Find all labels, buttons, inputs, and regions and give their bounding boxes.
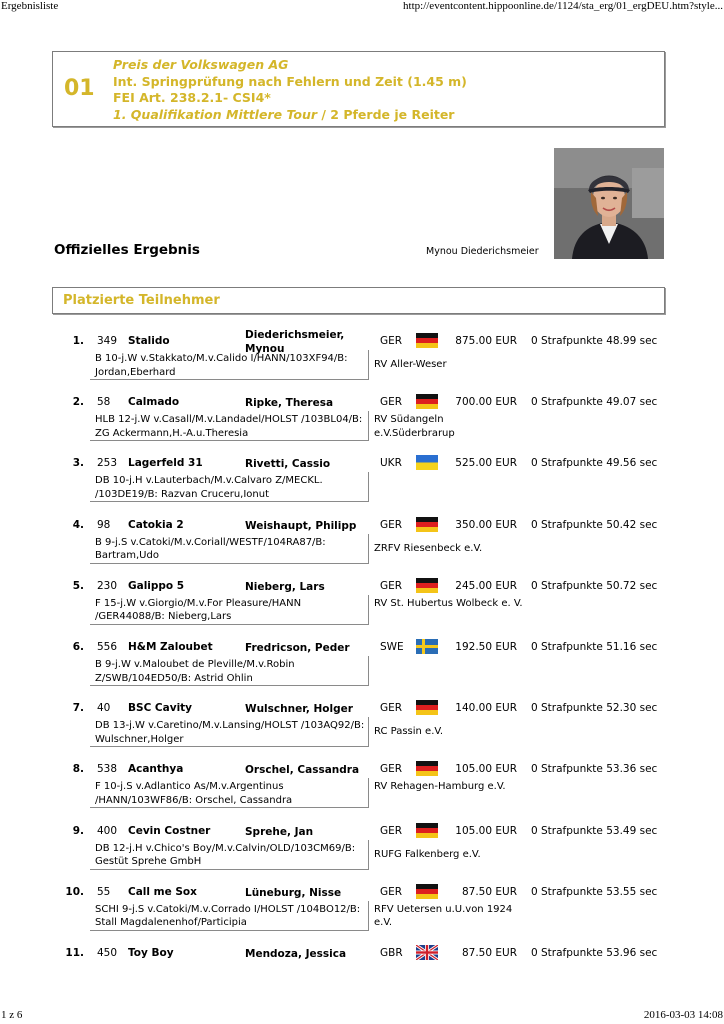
rank: 2. <box>72 396 84 409</box>
horse-details: HLB 12-j.W v.Casall/M.v.Landadel/HOLST /103BL04/B: ZG Ackermann,H.-A.u.Theresia <box>95 414 363 439</box>
prize-money: 105.00 EUR <box>455 763 517 776</box>
horse-details: B 9-j.S v.Catoki/M.v.Coriall/WESTF/104RA87/B: Bartram,Udo <box>95 536 326 562</box>
horse-details: SCHI 9-j.S v.Catoki/M.v.Corrado I/HOLST /104BO12/B: Stall Magdalenenhof/Participia <box>95 903 361 929</box>
horse-name: Stalido <box>128 335 170 347</box>
horse-name: Lagerfeld 31 <box>128 457 203 470</box>
result-score: 0 Strafpunkte 51.16 sec <box>531 641 658 653</box>
rank: 1. <box>72 335 84 347</box>
de-flag-icon <box>416 394 438 409</box>
rank: 8. <box>72 763 84 776</box>
result-row <box>0 322 724 380</box>
result-heading: Offizielles Ergebnis <box>54 242 200 258</box>
result-row <box>0 383 724 441</box>
competition-number: 01 <box>64 76 95 101</box>
club-name: RFV Uetersen u.U.von 1924 e.V. <box>374 903 513 929</box>
horse-name: Acanthya <box>128 763 184 776</box>
horse-details-box <box>90 472 369 502</box>
page-indicator: 1 z 6 <box>1 1009 23 1021</box>
section-title: Platzierte Teilnehmer <box>63 293 220 308</box>
result-row <box>0 628 724 686</box>
rank: 9. <box>72 824 84 837</box>
rank: 7. <box>72 702 84 715</box>
rank: 4. <box>72 518 84 531</box>
nation-code: GER <box>380 885 403 898</box>
prize-money: 192.50 EUR <box>455 641 517 653</box>
horse-name: Cevin Costner <box>128 824 211 837</box>
competition-tour-note: / 2 Pferde je Reiter <box>317 106 455 122</box>
start-number: 230 <box>97 579 118 592</box>
result-row <box>0 444 724 502</box>
nation-code: GER <box>380 396 403 409</box>
prize-money: 875.00 EUR <box>455 335 517 347</box>
horse-details-box <box>90 840 369 870</box>
rider-name: Ripke, Theresa <box>245 397 334 410</box>
print-url[interactable]: http://eventcontent.hippoonline.de/1124/sta_erg/01_ergDEU.htm?style... <box>403 0 723 12</box>
club-name: RV Aller-Weser <box>374 359 447 370</box>
de-flag-icon <box>416 578 438 593</box>
horse-name: BSC Cavity <box>128 702 193 715</box>
prize-money: 87.50 EUR <box>461 947 517 959</box>
horse-details: DB 10-j.H v.Lauterbach/M.v.Calvaro Z/MECKL. /103DE19/B: Razvan Cruceru,Ionut <box>95 475 323 500</box>
result-row <box>0 506 724 564</box>
result-score: 0 Strafpunkte 48.99 sec <box>531 335 658 347</box>
nation-code: GER <box>380 579 403 592</box>
rider-name: Weishaupt, Philipp <box>245 519 357 532</box>
prize-money: 87.50 EUR <box>461 885 517 898</box>
print-timestamp: 2016-03-03 14:08 <box>643 1009 723 1021</box>
start-number: 55 <box>97 885 111 898</box>
result-row <box>0 812 724 870</box>
horse-details: DB 13-j.W v.Caretino/M.v.Lansing/HOLST /103AQ92/B: Wulschner,Holger <box>95 720 365 745</box>
start-number: 538 <box>97 763 118 776</box>
horse-name: H&M Zaloubet <box>128 641 213 653</box>
horse-details-box <box>90 656 369 686</box>
rank: 5. <box>72 579 84 592</box>
club-name: RUFG Falkenberg e.V. <box>374 848 481 860</box>
horse-name: Toy Boy <box>128 947 174 959</box>
club-name: RV Südangeln e.V.Süderbrarup <box>374 414 455 439</box>
horse-details-box <box>90 595 369 625</box>
result-row <box>0 567 724 625</box>
result-score: 0 Strafpunkte 53.55 sec <box>531 885 658 898</box>
nation-code: GER <box>380 824 403 837</box>
section-header <box>52 287 665 314</box>
rank: 6. <box>72 641 84 653</box>
start-number: 253 <box>97 457 118 470</box>
photo-caption: Mynou Diederichsmeier <box>426 246 539 257</box>
rider-name: Diederichsmeier, Mynou <box>245 329 345 355</box>
prize-money: 105.00 EUR <box>455 824 517 837</box>
horse-details: B 9-j.W v.Maloubet de Pleville/M.v.Robin Z/SWB/104ED50/B: Astrid Ohlin <box>95 659 295 684</box>
result-score: 0 Strafpunkte 49.56 sec <box>531 457 658 470</box>
start-number: 58 <box>97 396 111 409</box>
horse-details-box <box>90 534 369 564</box>
horse-details-box <box>90 778 369 808</box>
rider-name: Mendoza, Jessica <box>245 948 347 960</box>
result-score: 0 Strafpunkte 49.07 sec <box>531 396 658 409</box>
ua-flag-icon <box>416 455 438 470</box>
horse-details: B 10-j.W v.Stakkato/M.v.Calido I/HANN/103XF94/B: Jordan,Eberhard <box>95 353 348 378</box>
club-name: RC Passin e.V. <box>374 726 444 738</box>
competition-title-block <box>113 57 467 123</box>
rider-name: Rivetti, Cassio <box>245 458 331 471</box>
competition-name: Int. Springprüfung nach Fehlern und Zeit (1.45 m) <box>113 73 467 89</box>
result-score: 0 Strafpunkte 50.72 sec <box>531 579 658 592</box>
rider-name: Lüneburg, Nisse <box>245 886 342 899</box>
de-flag-icon <box>416 884 438 899</box>
print-header <box>0 0 724 14</box>
prize-money: 350.00 EUR <box>455 518 517 531</box>
nation-code: UKR <box>380 457 402 470</box>
nation-code: GER <box>380 702 403 715</box>
rider-name: Orschel, Cassandra <box>245 764 360 777</box>
horse-details: F 15-j.W v.Giorgio/M.v.For Pleasure/HANN /GER44088/B: Nieberg,Lars <box>95 597 302 623</box>
rank: 3. <box>72 457 84 470</box>
start-number: 98 <box>97 518 111 531</box>
horse-details: F 10-j.S v.Adlantico As/M.v.Argentinus /HANN/103WF86/B: Orschel, Cassandra <box>95 781 293 806</box>
result-row <box>0 873 724 931</box>
nation-code: GER <box>380 763 403 776</box>
print-title: Ergebnisliste <box>1 0 59 12</box>
start-number: 450 <box>97 947 118 959</box>
de-flag-icon <box>416 761 438 776</box>
result-score: 0 Strafpunkte 50.42 sec <box>531 518 658 531</box>
start-number: 40 <box>97 702 111 715</box>
nation-code: GER <box>380 518 403 531</box>
horse-name: Call me Sox <box>128 885 197 898</box>
horse-details-box <box>90 717 369 747</box>
start-number: 400 <box>97 824 118 837</box>
rank: 10. <box>65 885 84 898</box>
result-row <box>0 750 724 808</box>
winner-photo <box>554 148 664 259</box>
result-score: 0 Strafpunkte 53.96 sec <box>531 947 658 959</box>
prize-money: 245.00 EUR <box>455 579 517 592</box>
gb-flag-icon <box>416 945 438 960</box>
nation-code: GBR <box>380 947 403 959</box>
rider-name: Nieberg, Lars <box>245 580 325 593</box>
club-name: RV Rehagen-Hamburg e.V. <box>374 781 506 793</box>
club-name: RV St. Hubertus Wolbeck e. V. <box>374 597 523 609</box>
horse-details: DB 12-j.H v.Chico's Boy/M.v.Calvin/OLD/103CM69/B: Gestüt Sprehe GmbH <box>95 842 356 868</box>
horse-name: Galippo 5 <box>128 579 185 592</box>
prize-money: 525.00 EUR <box>455 457 517 470</box>
rider-name: Sprehe, Jan <box>245 825 314 838</box>
result-score: 0 Strafpunkte 52.30 sec <box>531 702 658 715</box>
competition-tour-name: 1. Qualifikation Mittlere Tour <box>113 106 318 122</box>
competition-header <box>52 51 665 127</box>
result-score: 0 Strafpunkte 53.49 sec <box>531 824 658 837</box>
result-row <box>0 934 724 992</box>
horse-name: Catokia 2 <box>128 518 184 531</box>
nation-code: SWE <box>380 641 404 653</box>
rider-name: Fredricson, Peder <box>245 642 350 654</box>
de-flag-icon <box>416 517 438 532</box>
de-flag-icon <box>416 700 438 715</box>
rider-name: Wulschner, Holger <box>245 703 353 716</box>
competition-rule: FEI Art. 238.2.1- CSI4* <box>113 90 271 105</box>
competition-tour <box>113 107 467 124</box>
horse-details-box <box>90 901 369 931</box>
club-name: ZRFV Riesenbeck e.V. <box>374 542 483 554</box>
start-number: 556 <box>97 641 118 653</box>
horse-details-box <box>90 411 369 441</box>
nation-code: GER <box>380 335 403 347</box>
de-flag-icon <box>416 333 438 348</box>
horse-details-box <box>90 350 369 380</box>
print-footer <box>0 1009 724 1023</box>
se-flag-icon <box>416 639 438 654</box>
rank: 11. <box>65 947 84 959</box>
de-flag-icon <box>416 823 438 838</box>
prize-money: 700.00 EUR <box>455 396 517 409</box>
competition-sponsor: Preis der Volkswagen AG <box>113 57 289 72</box>
result-score: 0 Strafpunkte 53.36 sec <box>531 763 658 776</box>
prize-money: 140.00 EUR <box>455 702 517 715</box>
result-row <box>0 689 724 747</box>
horse-name: Calmado <box>128 396 180 409</box>
start-number: 349 <box>97 335 118 347</box>
